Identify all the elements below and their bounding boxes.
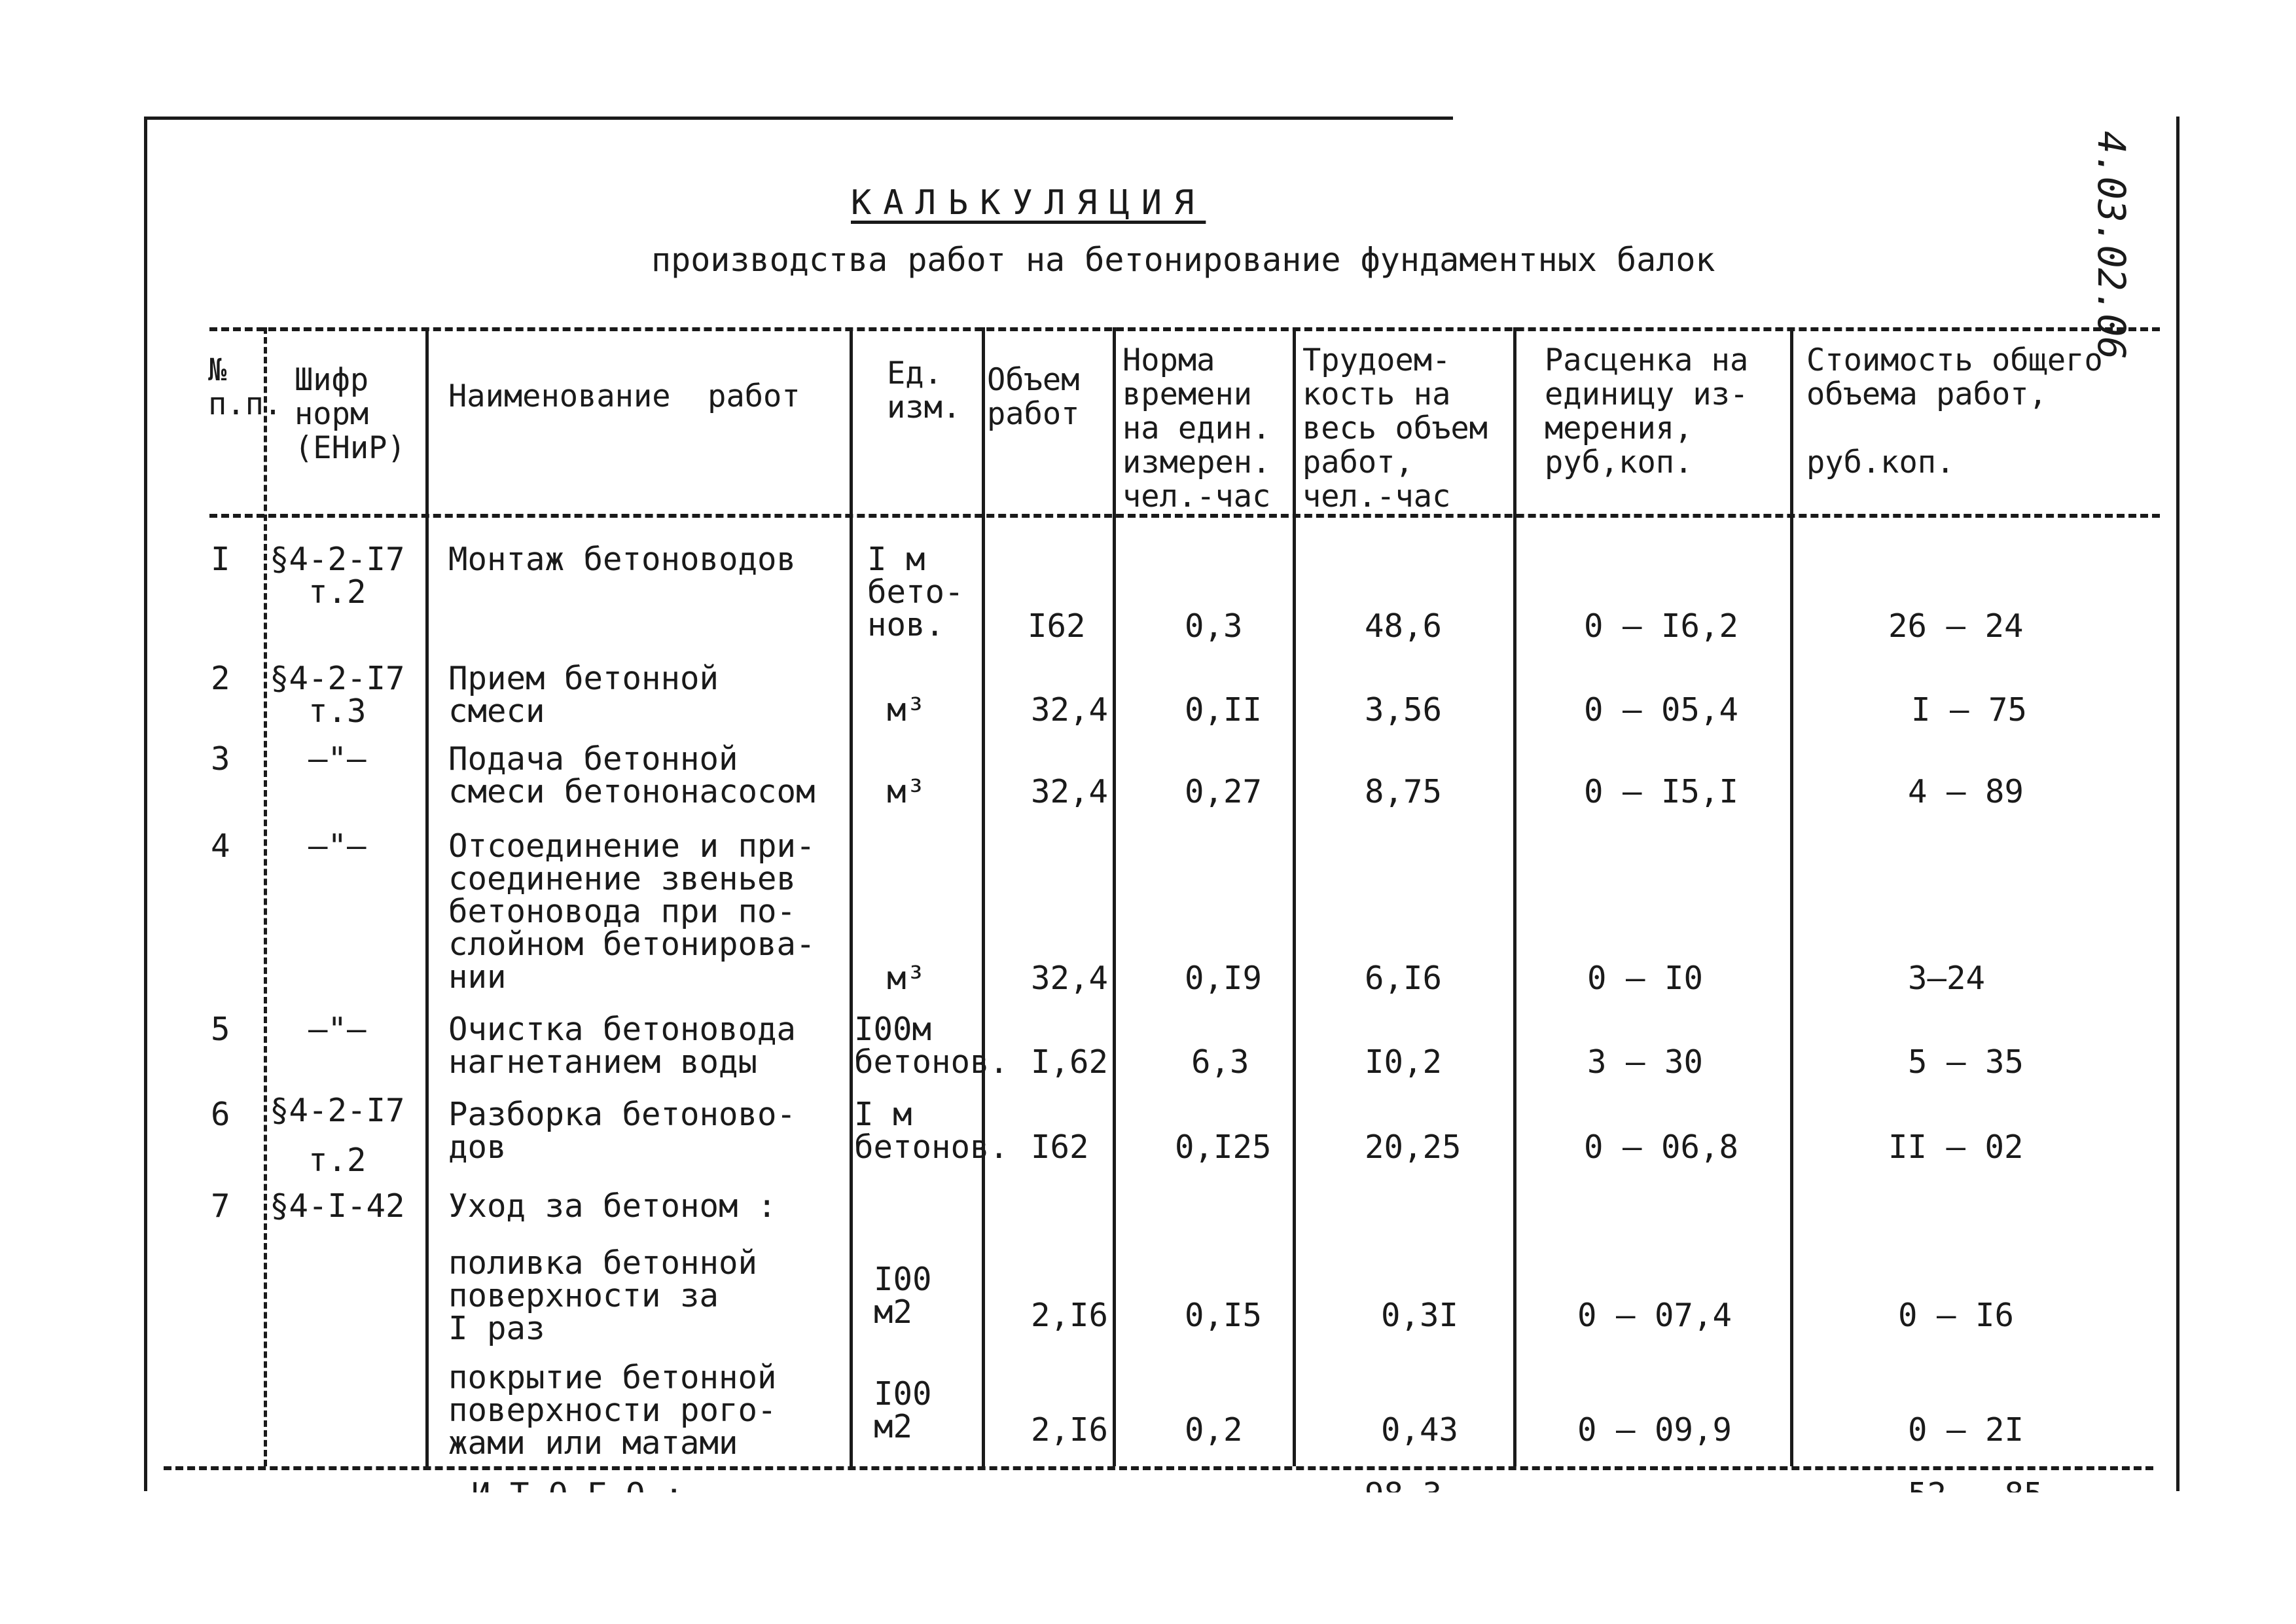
header-name: Наименование работ: [448, 378, 800, 414]
row-7-name: Уход за бетоном :: [448, 1187, 777, 1225]
page-subtitle: производства работ на бетонирование фундаментных балок: [651, 241, 1715, 279]
row-3-num: 3: [211, 740, 230, 778]
row-4-unit: м³: [887, 960, 926, 997]
header-volume: Объем работ: [987, 362, 1080, 432]
header-rate: Расценка на единицу из- мерения, руб,коп.: [1545, 342, 1749, 480]
row-5-code: –"–: [270, 1011, 367, 1048]
row-6-unit: I м бетонов.: [854, 1096, 1009, 1166]
row-7b-volume: 2,I6: [1031, 1411, 1109, 1449]
row-4-code: –"–: [270, 827, 367, 865]
row-3-volume: 32,4: [1031, 773, 1109, 810]
header-norm: Норма времени на един. измерен. чел.-час: [1122, 342, 1271, 514]
top-border: [144, 117, 1453, 120]
row-6-cost: II – 02: [1888, 1128, 2024, 1166]
row-2-num: 2: [211, 660, 230, 697]
col-divider-5: [1113, 327, 1116, 1466]
row-7a-name: поливка бетонной поверхности за I раз: [448, 1244, 758, 1347]
header-cost: Стоимость общего объема работ, руб.коп.: [1806, 342, 2103, 480]
row-2-labor: 3,56: [1365, 691, 1443, 729]
row-4-rate: 0 – I0: [1587, 960, 1704, 997]
row-4-norm: 0,I9: [1185, 960, 1263, 997]
row-4-name: Отсоединение и при- соединение звеньев бетоновода при по- слойном бетонирова- нии: [448, 827, 816, 996]
document-code: 4.03.02.06: [2089, 131, 2134, 360]
row-3-code: –"–: [270, 740, 367, 778]
page-title: КАЛЬКУЛЯЦИЯ: [851, 183, 1206, 223]
row-7b-norm: 0,2: [1185, 1411, 1243, 1449]
row-6-labor: 20,25: [1365, 1128, 1462, 1166]
row-5-name: Очистка бетоновода нагнетанием воды: [448, 1011, 797, 1081]
col-divider-1: [264, 327, 267, 1466]
row-5-num: 5: [211, 1011, 230, 1048]
row-1-unit: I м бето- нов.: [867, 541, 964, 643]
row-3-name: Подача бетонной смеси бетононасосом: [448, 740, 816, 810]
col-divider-7: [1513, 327, 1516, 1466]
row-7b-name: покрытие бетонной поверхности рого- жами или матами: [448, 1359, 777, 1462]
row-7a-cost: 0 – I6: [1898, 1297, 2015, 1334]
row-1-num: I: [211, 541, 230, 578]
col-divider-4: [982, 327, 985, 1466]
right-border: [2176, 117, 2179, 1491]
row-2-code: §4-2-I7 т.3: [270, 660, 405, 730]
row-2-name: Прием бетонной смеси: [448, 660, 719, 730]
row-5-cost: 5 – 35: [1908, 1043, 2024, 1081]
col-divider-6: [1293, 327, 1296, 1466]
header-unit: Ед. изм.: [887, 355, 961, 425]
row-2-volume: 32,4: [1031, 691, 1109, 729]
col-divider-3: [850, 327, 853, 1466]
row-4-labor: 6,I6: [1365, 960, 1443, 997]
row-1-rate: 0 – I6,2: [1584, 607, 1739, 645]
row-1-labor: 48,6: [1365, 607, 1443, 645]
row-4-cost: 3–24: [1908, 960, 1986, 997]
row-7b-labor: 0,43: [1381, 1411, 1459, 1449]
scan-bottom-margin: [0, 1492, 2296, 1624]
row-7b-cost: 0 – 2I: [1908, 1411, 2024, 1449]
row-2-cost: I – 75: [1911, 691, 2028, 729]
table-bottom-rule: [164, 1466, 2153, 1470]
row-7a-rate: 0 – 07,4: [1577, 1297, 1732, 1334]
row-7a-labor: 0,3I: [1381, 1297, 1459, 1334]
header-labor: Трудоем- кость на весь объем работ, чел.-час: [1302, 342, 1488, 514]
row-2-norm: 0,II: [1185, 691, 1263, 729]
row-5-labor: I0,2: [1365, 1043, 1443, 1081]
left-border: [144, 117, 147, 1491]
row-5-rate: 3 – 30: [1587, 1043, 1704, 1081]
row-5-unit: I00м бетонов.: [854, 1011, 1009, 1081]
row-6-name: Разборка бетоново- дов: [448, 1096, 797, 1166]
row-3-rate: 0 – I5,I: [1584, 773, 1739, 810]
row-7-num: 7: [211, 1187, 230, 1225]
row-2-unit: м³: [887, 691, 926, 729]
row-7-code: §4-I-42: [270, 1187, 405, 1225]
col-divider-2: [425, 327, 429, 1466]
header-num: № п.п.: [208, 352, 283, 422]
row-7b-rate: 0 – 09,9: [1577, 1411, 1732, 1449]
row-7b-unit: I00 м2: [874, 1375, 932, 1445]
row-6-num: 6: [211, 1096, 230, 1133]
row-5-volume: I,62: [1031, 1043, 1109, 1081]
row-3-labor: 8,75: [1365, 773, 1443, 810]
row-1-cost: 26 – 24: [1888, 607, 2024, 645]
row-3-cost: 4 – 89: [1908, 773, 2024, 810]
row-7a-norm: 0,I5: [1185, 1297, 1263, 1334]
row-7a-volume: 2,I6: [1031, 1297, 1109, 1334]
row-4-volume: 32,4: [1031, 960, 1109, 997]
row-6-rate: 0 – 06,8: [1584, 1128, 1739, 1166]
row-3-unit: м³: [887, 773, 926, 810]
row-2-rate: 0 – 05,4: [1584, 691, 1739, 729]
row-5-norm: 6,3: [1191, 1043, 1249, 1081]
row-6-code: §4-2-I7 т.2: [270, 1092, 405, 1179]
row-1-name: Монтаж бетоноводов: [448, 541, 797, 578]
row-1-code: §4-2-I7 т.2: [270, 541, 405, 611]
row-1-norm: 0,3: [1185, 607, 1243, 645]
col-divider-8: [1790, 327, 1793, 1466]
table-top-rule: [209, 327, 2160, 331]
row-4-num: 4: [211, 827, 230, 865]
header-code: Шифр норм (ЕНиР): [295, 362, 406, 466]
row-7a-unit: I00 м2: [874, 1261, 932, 1331]
row-3-norm: 0,27: [1185, 773, 1263, 810]
row-1-volume: I62: [1028, 607, 1086, 645]
row-6-norm: 0,I25: [1175, 1128, 1272, 1166]
row-6-volume: I62: [1031, 1128, 1089, 1166]
